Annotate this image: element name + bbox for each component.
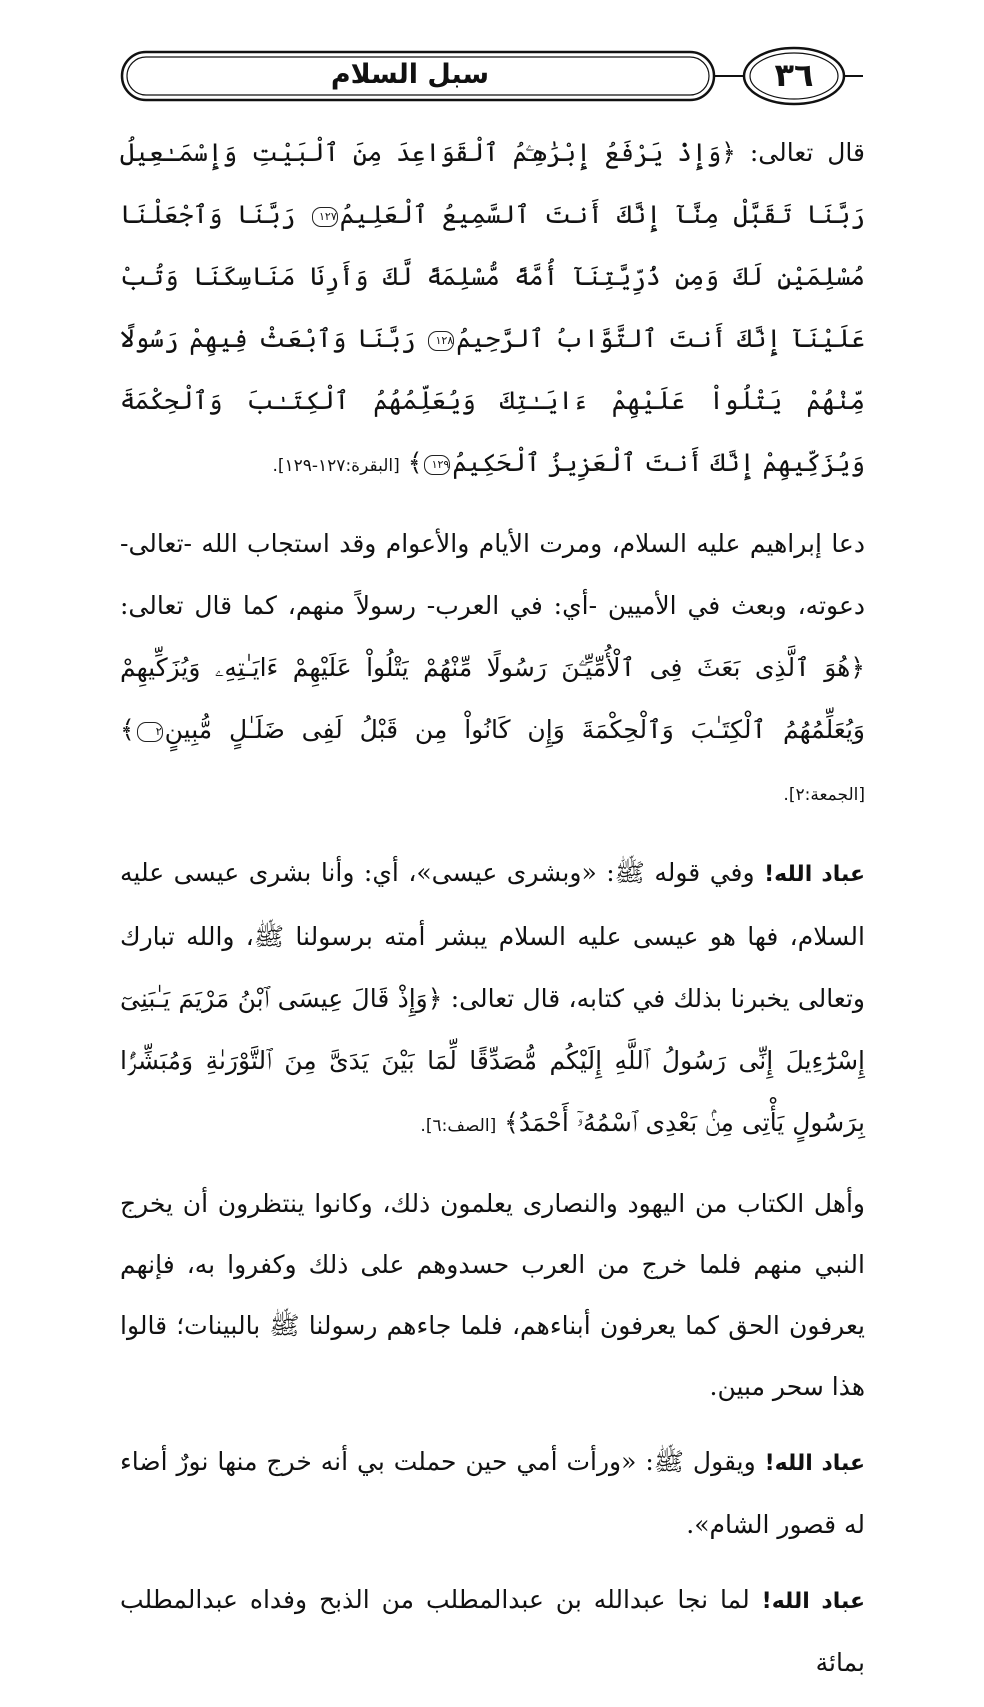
quran-verse: هُوَ ٱلَّذِى بَعَثَ فِى ٱلْأُمِّيِّـۧنَ رَسُولًا مِّنْهُمْ يَتْلُواْ عَلَيْهِمْ ءَايَـٰتِهِۦ وَيُزَكِّيهِمْ وَيُعَلِّمُهُمُ ٱلْكِتَـٰبَ وَٱلْحِكْمَةَ وَإِن كَانُواْ مِن قَبْلُ لَفِى ضَلَـٰلٍ مُّبِينٍ — [120, 653, 865, 744]
page-header — [120, 44, 865, 110]
quran-open-bracket: ﴿ — [850, 653, 865, 682]
paragraph-lead: عباد الله! — [761, 1589, 865, 1614]
paragraph-5 — [120, 1431, 865, 1555]
page-body — [120, 122, 865, 1707]
body-text: لما نجا عبدالله بن عبدالمطلب من الذبح وفداه عبدالمطلب بمائة — [120, 1585, 865, 1677]
quran-verse: وَإِذْ يَرْفَعُ إِبْرَٰهِـۧمُ ٱلْقَوَاعِدَ مِنَ ٱلْبَيْتِ وَإِسْمَـٰعِيلُ رَبَّنَا تَقَبَّلْ مِنَّآ إِنَّكَ أَنتَ ٱلسَّمِيعُ ٱلْعَلِيمُ — [120, 138, 865, 229]
quran-close-bracket: ﴾ — [407, 448, 423, 477]
verse-reference: [البقرة:١٢٧-١٢٩]. — [272, 456, 400, 476]
quran-close-bracket: ﴾ — [120, 715, 135, 744]
body-text: ويقول ﷺ: «ورأت أمي حين حملت بي أنه خرج منها نورٌ أضاء له قصور الشام». — [120, 1447, 865, 1539]
paragraph-1 — [120, 122, 865, 497]
verse-reference: [الجمعة:٢]. — [783, 785, 865, 805]
paragraph-4 — [120, 1173, 865, 1417]
body-text: وأهل الكتاب من اليهود والنصارى يعلمون ذلك، وكانوا ينتظرون أن يخرج النبي منهم فلما خرج من العرب حسدوهم على ذلك وكفروا به، فإنهم يعرفون الحق كما يعرفون أبناءهم، فلما جاءهم رسولنا ﷺ بالبينات؛ قالوا هذا سحر مبين. — [120, 1189, 865, 1401]
quran-close-bracket: ﴾ — [504, 1108, 519, 1137]
verse-reference: [الصف:٦]. — [420, 1116, 497, 1136]
quran-verse: وَإِذْ قَالَ عِيسَى ٱبْنُ مَرْيَمَ يَـٰبَنِىٓ إِسْرَٰٓءِيلَ إِنِّى رَسُولُ ٱللَّهِ إِلَيْكُم مُّصَدِّقًا لِّمَا بَيْنَ يَدَىَّ مِنَ ٱلتَّوْرَىٰةِ وَمُبَشِّرًۢا بِرَسُولٍ يَأْتِى مِنۢ بَعْدِى ٱسْمُهُۥٓ أَحْمَدُ — [120, 984, 865, 1137]
intro-text: قال تعالى: — [735, 138, 865, 167]
paragraph-3 — [120, 842, 865, 1157]
paragraph-lead: عباد الله! — [764, 1451, 865, 1476]
quran-open-bracket: ﴿ — [427, 984, 443, 1013]
running-title: سبل السلام — [330, 59, 490, 90]
ayah-number-marker: ١٢٩ — [424, 455, 450, 475]
body-text: دعا إبراهيم عليه السلام، ومرت الأيام والأعوام وقد استجاب الله -تعالى- دعوته، وبعث في الأميين -أي: في العرب- رسولاً منهم، كما قال تعالى: — [120, 529, 865, 620]
paragraph-6 — [120, 1569, 865, 1693]
quran-verse: رَبَّنَا وَٱبْعَثْ فِيهِمْ رَسُولًا مِّنْهُمْ يَتْلُواْ عَلَيْهِمْ ءَايَـٰتِكَ وَيُعَلِّمُهُمُ ٱلْكِتَـٰبَ وَٱلْحِكْمَةَ وَيُزَكِّيهِمْ إِنَّكَ أَنتَ ٱلْعَزِيزُ ٱلْحَكِيمُ — [120, 324, 865, 477]
ayah-number-marker: ١٢٨ — [428, 331, 454, 351]
ayah-number-marker: ٢ — [137, 722, 163, 742]
quran-open-bracket: ﴿ — [721, 138, 736, 167]
quran-verse: رَبَّنَا وَٱجْعَلْنَا مُسْلِمَيْنِ لَكَ وَمِن ذُرِّيَّتِنَآ أُمَّةً مُّسْلِمَةً لَّكَ وَأَرِنَا مَنَاسِكَنَا وَتُبْ عَلَيْنَآ إِنَّكَ أَنتَ ٱلتَّوَّابُ ٱلرَّحِيمُ — [120, 200, 865, 353]
paragraph-lead: عباد الله! — [764, 862, 865, 887]
page-number: ٣٦ — [774, 56, 814, 94]
paragraph-2 — [120, 513, 865, 826]
ayah-number-marker: ١٢٧ — [312, 207, 338, 227]
body-text: وفي قوله ﷺ: «وبشرى عيسى»، أي: وأنا بشرى عيسى عليه السلام، فها هو عيسى عليه السلام يبشر أمته برسولنا ﷺ، والله تبارك وتعالى يخبرنا بذلك في كتابه، قال تعالى: — [120, 858, 866, 1013]
